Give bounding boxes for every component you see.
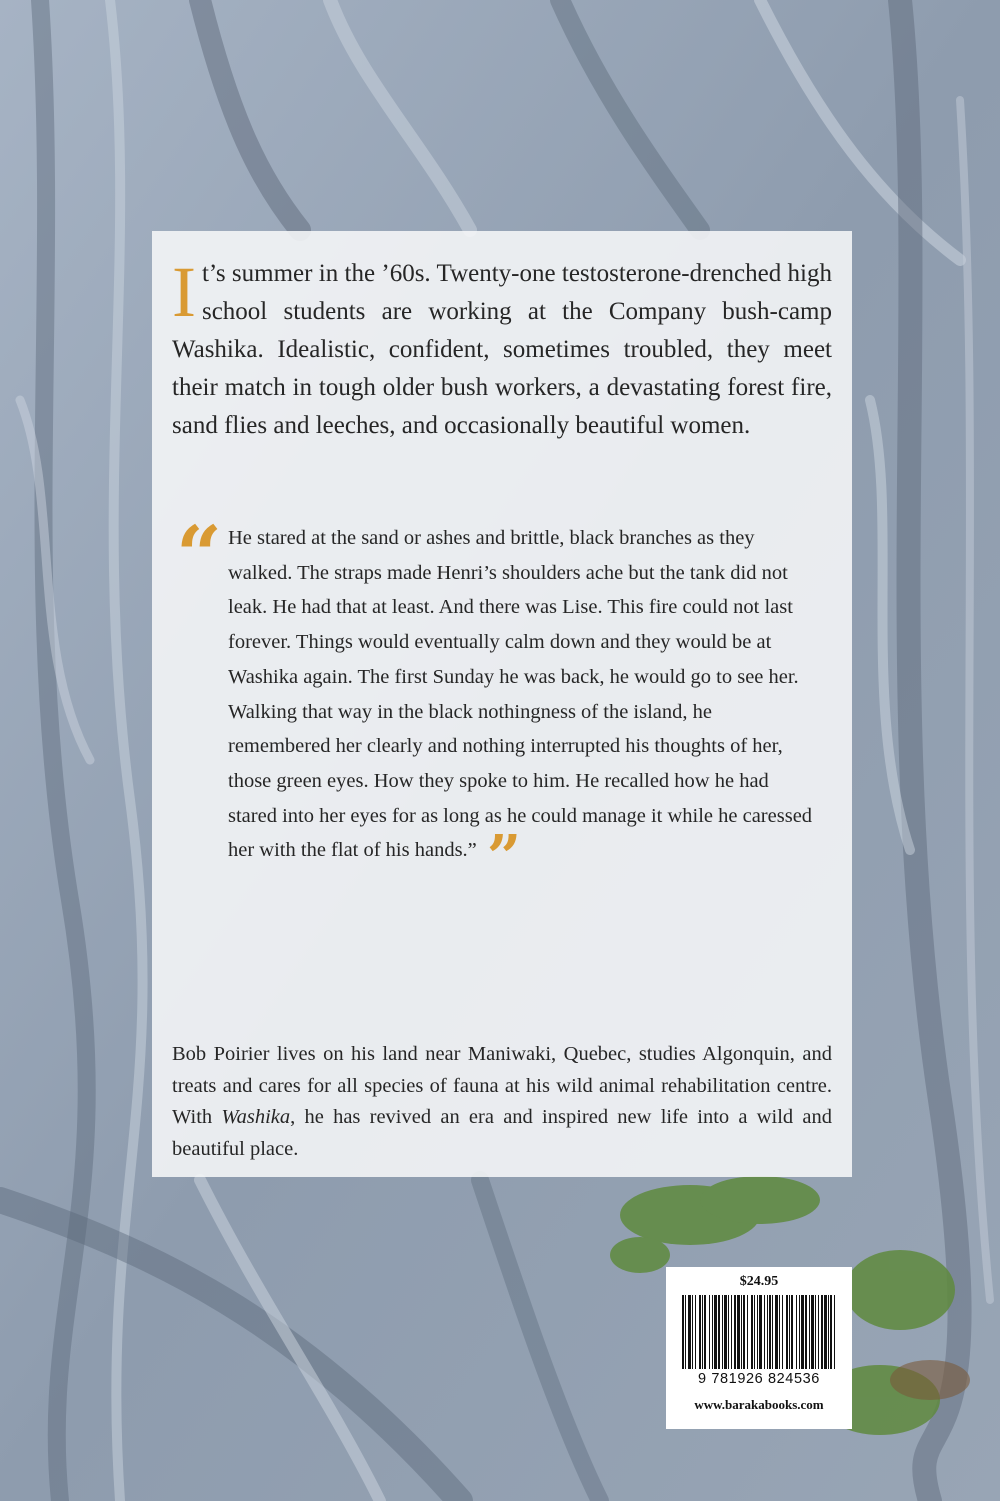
open-quote-mark: “ bbox=[176, 508, 223, 602]
bio-text-end: , he has revived an era and inspired new life into a wild and beautiful place. bbox=[172, 1106, 832, 1160]
barcode-bar bbox=[830, 1295, 832, 1369]
barcode-bar bbox=[796, 1295, 797, 1369]
barcode-bar bbox=[692, 1295, 693, 1369]
barcode-bar bbox=[799, 1295, 800, 1369]
barcode-bar bbox=[685, 1295, 686, 1369]
excerpt-quote bbox=[176, 508, 816, 894]
barcode-bar bbox=[682, 1295, 684, 1369]
barcode-bar bbox=[811, 1295, 814, 1369]
barcode-bar bbox=[821, 1295, 823, 1369]
barcode-box bbox=[666, 1267, 852, 1429]
barcode-bar bbox=[791, 1295, 793, 1369]
barcode-bar bbox=[712, 1295, 713, 1369]
barcode-bar bbox=[741, 1295, 742, 1369]
barcode-bar bbox=[786, 1295, 788, 1369]
publisher-website: www.barakabooks.com bbox=[694, 1397, 824, 1412]
barcode-bar bbox=[782, 1295, 783, 1369]
barcode-bar bbox=[805, 1295, 807, 1369]
barcode-bar bbox=[751, 1295, 753, 1369]
bio-book-title: Washika bbox=[221, 1106, 291, 1128]
barcode-bar bbox=[764, 1295, 765, 1369]
barcode-bar bbox=[809, 1295, 810, 1369]
barcode-bar bbox=[714, 1295, 717, 1369]
barcode-bar bbox=[699, 1295, 701, 1369]
excerpt-text: He stared at the sand or ashes and brittle, black branches as they walked. The straps made Henri’s shoulders ache but the tank did not leak. He had that at least. And there was Lise. This fire could not last forever. Things would eventually calm down and they would be at Washika again. The first Sunday he was back, he would go to see her. Walking that way in the black nothingness of the island, he remembered her clearly and nothing interrupted his thoughts of her, those green eyes. How they spoke to him. He recalled how he had stared into her eyes for as long as he could manage it while he caressed her with the flat of his hands.” bbox=[228, 527, 813, 862]
isbn-number: 9 781926 824536 bbox=[698, 1371, 820, 1387]
barcode-bar bbox=[702, 1295, 703, 1369]
barcode-bar bbox=[772, 1295, 773, 1369]
barcode-bar bbox=[824, 1295, 827, 1369]
barcode-bar bbox=[789, 1295, 790, 1369]
close-quote-mark: ” bbox=[486, 823, 522, 894]
barcode-bar bbox=[818, 1295, 819, 1369]
intro-paragraph bbox=[172, 252, 832, 445]
barcode-bar bbox=[815, 1295, 816, 1369]
barcode-icon bbox=[680, 1295, 838, 1369]
barcode-bar bbox=[688, 1295, 691, 1369]
barcode-bar bbox=[724, 1295, 727, 1369]
barcode-bar bbox=[728, 1295, 729, 1369]
barcode-bar bbox=[754, 1295, 755, 1369]
barcode-bar bbox=[718, 1295, 720, 1369]
barcode-bar bbox=[722, 1295, 723, 1369]
bio-text-start: Bob Poirier lives on his land near Maniwaki, Quebec, studies Algonquin, and treats and cares for all species of fauna at his wild animal rehabilitation centre. With bbox=[172, 1043, 832, 1128]
barcode-bar bbox=[801, 1295, 804, 1369]
excerpt-text-block bbox=[228, 521, 816, 894]
barcode-bar bbox=[704, 1295, 706, 1369]
barcode-bar bbox=[828, 1295, 829, 1369]
barcode-bar bbox=[747, 1295, 748, 1369]
barcode-bar bbox=[731, 1295, 732, 1369]
barcode-bar bbox=[709, 1295, 710, 1369]
barcode-bar bbox=[734, 1295, 736, 1369]
barcode-bar bbox=[767, 1295, 768, 1369]
barcode-bar bbox=[834, 1295, 835, 1369]
barcode-bar bbox=[769, 1295, 771, 1369]
intro-text: t’s summer in the ’60s. Twenty-one testosterone-drenched high school students are working at the Company bush-camp Washika. Idealistic, confident, sometimes troubled, they meet their match in tough older bush workers, a devastating forest fire, sand flies and leeches, and occasionally beautiful women. bbox=[172, 260, 832, 439]
barcode-bar bbox=[743, 1295, 745, 1369]
barcode-bar bbox=[737, 1295, 740, 1369]
price-label: $24.95 bbox=[739, 1274, 779, 1289]
drop-cap: I bbox=[172, 252, 196, 332]
barcode-bar bbox=[775, 1295, 778, 1369]
barcode-bar bbox=[757, 1295, 758, 1369]
description-panel bbox=[152, 231, 852, 1177]
barcode-bar bbox=[695, 1295, 696, 1369]
barcode-bar bbox=[759, 1295, 762, 1369]
barcode-bar bbox=[779, 1295, 780, 1369]
author-bio bbox=[172, 1039, 832, 1165]
